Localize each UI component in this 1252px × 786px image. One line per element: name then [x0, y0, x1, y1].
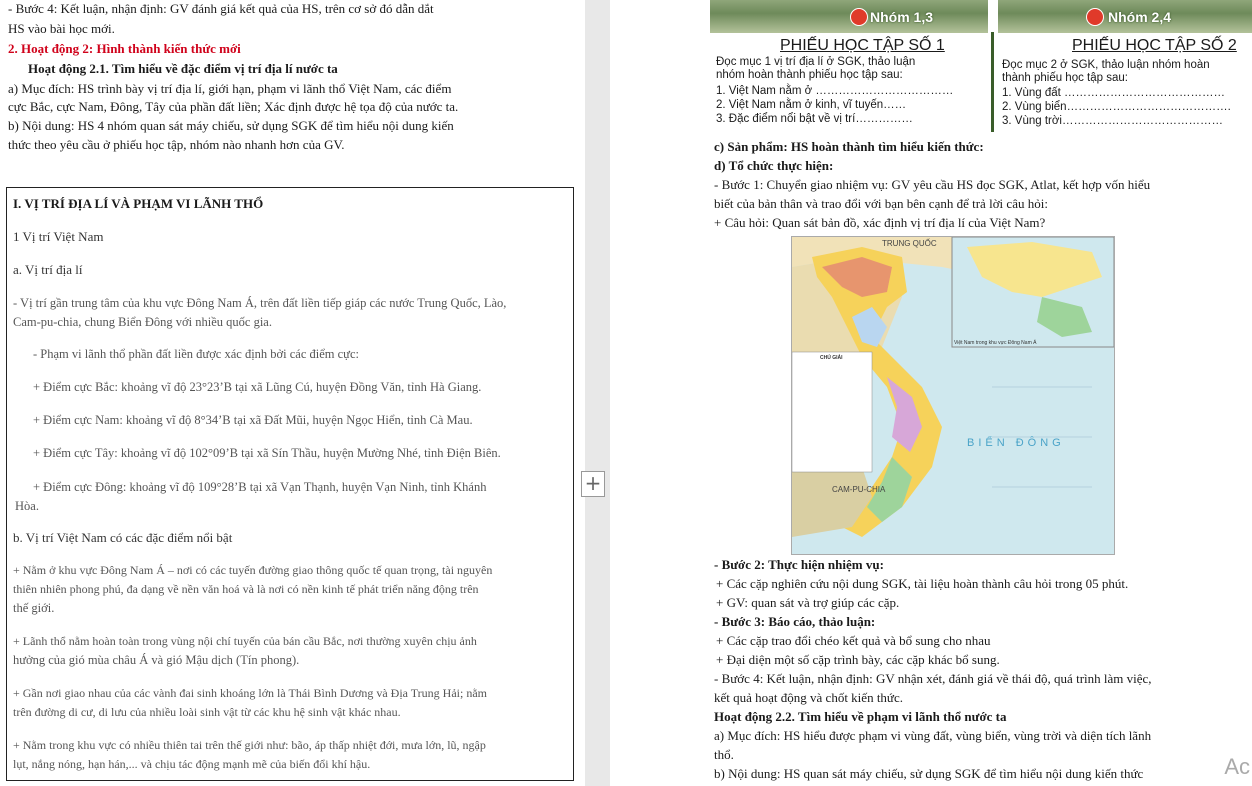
box-text: - Phạm vi lãnh thổ phần đất liền được xác định bởi các điểm cực: — [33, 347, 359, 361]
text-line: a) Mục đích: HS trình bày vị trí địa lí, giới hạn, phạm vi lãnh thổ Việt Nam, các điểm — [8, 81, 452, 96]
text-line: - Bước 3: Báo cáo, thảo luận: — [714, 614, 876, 629]
box-text: + Điểm cực Tây: khoảng vĩ độ 102°09’B tại xã Sín Thầu, huyện Mường Nhé, tỉnh Điện Biên. — [33, 446, 501, 460]
left-page — [0, 0, 585, 786]
text-line: b) Nội dung: HS quan sát máy chiếu, sử dụng SGK để tìm hiểu nội dung kiến thức — [714, 766, 1144, 781]
box-subtitle: b. Vị trí Việt Nam có các đặc điểm nổi bật — [13, 530, 233, 545]
ball-icon — [1086, 8, 1104, 26]
map-graphic — [792, 237, 1114, 554]
sheet-line: Đọc mục 2 ở SGK, thảo luận nhóm hoàn — [1002, 59, 1210, 71]
box-text: + Nằm ở khu vực Đông Nam Á – nơi có các tuyến đường giao thông quốc tế quan trọng, tài nguyên — [13, 563, 493, 577]
text-line: + Đại diện một số cặp trình bày, các cặp khác bổ sung. — [716, 652, 1000, 667]
box-text: + Điểm cực Đông: khoảng vĩ độ 109°28’B tại xã Vạn Thạnh, huyện Vạn Ninh, tỉnh Khánh — [33, 480, 487, 494]
box-text: hưởng của gió mùa châu Á và gió Mậu dịch (Tín phong). — [13, 653, 300, 667]
activity-heading: Hoạt động 2.2. Tìm hiểu về phạm vi lãnh thổ nước ta — [714, 709, 1007, 724]
text-line: a) Mục đích: HS hiểu được phạm vi vùng đất, vùng biển, vùng trời và diện tích lãnh — [714, 728, 1152, 743]
sheet-line: 2. Vùng biển……………………………………. — [1002, 101, 1231, 113]
box-text: Hòa. — [15, 499, 39, 513]
sheet-line: 2. Việt Nam nằm ở kinh, vĩ tuyến…… — [716, 99, 907, 111]
box-text: + Lãnh thổ nằm hoàn toàn trong vùng nội chí tuyến của bán cầu Bắc, nơi thường xuyên chịu ảnh — [13, 634, 477, 648]
text-line: HS vào bài học mới. — [8, 21, 115, 36]
box-text: Cam-pu-chia, chung Biển Đông với nhiều quốc gia. — [13, 315, 272, 329]
content-box — [6, 187, 574, 781]
group-label: Nhóm 2,4 — [1108, 9, 1172, 25]
text-line: + GV: quan sát và trợ giúp các cặp. — [716, 595, 900, 610]
map-label: TRUNG QUỐC — [882, 239, 937, 248]
box-text: lụt, nắng nóng, hạn hán,... và chịu tác động mạnh mẽ của biến đổi khí hậu. — [13, 757, 371, 771]
text-line: - Bước 4: Kết luận, nhận định: GV đánh giá kết quả của HS, trên cơ sở đó dẫn dắt — [8, 1, 434, 16]
text-line: biết của bản thân và trao đổi với bạn bên cạnh để trả lời câu hỏi: — [714, 196, 1048, 211]
text-line: + Các cặp nghiên cứu nội dung SGK, tài liệu hoàn thành câu hỏi trong 05 phút. — [716, 576, 1129, 591]
box-subtitle: 1 Vị trí Việt Nam — [13, 229, 104, 244]
text-line: thổ. — [714, 747, 734, 762]
sheet-title: PHIẾU HỌC TẬP SỐ 1 — [780, 37, 945, 54]
sheet-title: PHIẾU HỌC TẬP SỐ 2 — [1072, 37, 1237, 54]
box-text: + Điểm cực Nam: khoảng vĩ độ 8°34’B tại xã Đất Mũi, huyện Ngọc Hiển, tỉnh Cà Mau. — [33, 413, 473, 427]
box-text: thiên nhiên phong phú, đa dạng về nền văn hoá và là nơi có nền kinh tế phát triển năng động trên — [13, 582, 479, 596]
text-line: thức theo yêu cầu ở phiếu học tập, nhóm nào nhanh hơn của GV. — [8, 137, 345, 152]
text-line: + Các cặp trao đổi chéo kết quả và bổ sung cho nhau — [716, 633, 991, 648]
worksheet-2 — [998, 0, 1252, 132]
map-label: CAM-PU-CHIA — [832, 485, 886, 494]
sheet-line: 3. Đặc điểm nổi bật về vị trí…………… — [716, 113, 913, 125]
box-text: + Gần nơi giao nhau của các vành đai sinh khoáng lớn là Thái Bình Dương và Địa Trung Hải; nằm — [13, 686, 487, 700]
text-line: b) Nội dung: HS 4 nhóm quan sát máy chiếu, sử dụng SGK để tìm hiểu nội dung kiến — [8, 118, 454, 133]
group-label: Nhóm 1,3 — [870, 9, 934, 25]
sheet-line: thành phiếu học tập sau: — [1002, 72, 1128, 84]
box-text: + Nằm trong khu vực có nhiều thiên tai trên thế giới như: bão, áp thấp nhiệt đới, mưa lớn, lũ, ngập — [13, 738, 486, 752]
sheet-line: 3. Vùng trời…………………………………… — [1002, 115, 1223, 127]
watermark: Ac — [1224, 754, 1250, 779]
text-line: - Bước 4: Kết luận, nhận định: GV nhận xét, đánh giá về thái độ, quá trình làm việc, — [714, 671, 1152, 686]
box-subtitle: a. Vị trí địa lí — [13, 262, 83, 277]
divider — [991, 32, 994, 132]
sheet-banner — [710, 0, 988, 33]
sheet-line: Đọc mục 1 vị trí địa lí ở SGK, thảo luận — [716, 56, 916, 68]
box-text: trên đường di cư, di lưu của nhiều loài sinh vật từ các khu hệ sinh vật khác nhau. — [13, 705, 401, 719]
sheet-line: nhóm hoàn thành phiếu học tập sau: — [716, 69, 903, 81]
text-line: - Bước 1: Chuyển giao nhiệm vụ: GV yêu cầu HS đọc SGK, Atlat, kết hợp vốn hiểu — [714, 177, 1151, 192]
right-page — [610, 0, 1252, 786]
activity-heading: Hoạt động 2.1. Tìm hiểu về đặc điểm vị trí địa lí nước ta — [28, 61, 338, 76]
vietnam-map — [791, 236, 1115, 555]
section-heading: 2. Hoạt động 2: Hình thành kiến thức mới — [8, 41, 241, 56]
box-text: + Điểm cực Bắc: khoảng vĩ độ 23°23’B tại xã Lũng Cú, huyện Đồng Văn, tỉnh Hà Giang. — [33, 380, 482, 394]
map-inset-label: Việt Nam trong khu vực Đông Nam Á — [954, 340, 1037, 346]
worksheet-1 — [710, 0, 988, 132]
box-text: thế giới. — [13, 601, 55, 615]
text-line: c) Sản phẩm: HS hoàn thành tìm hiểu kiến thức: — [714, 139, 984, 154]
box-title: I. VỊ TRÍ ĐỊA LÍ VÀ PHẠM VI LÃNH THỔ — [13, 196, 264, 211]
sheet-line: 1. Việt Nam nằm ở ……………………………… — [716, 85, 954, 97]
text-line: + Câu hỏi: Quan sát bản đồ, xác định vị trí địa lí của Việt Nam? — [714, 215, 1046, 230]
text-line: kết quả hoạt động và chốt kiến thức. — [714, 690, 903, 705]
text-line: d) Tổ chức thực hiện: — [714, 158, 834, 173]
text-line: cực Bắc, cực Nam, Đông, Tây của phần đất liền; Xác định được hệ tọa độ của nước ta. — [8, 99, 459, 114]
ball-icon — [850, 8, 868, 26]
add-button[interactable]: + — [581, 471, 605, 497]
box-text: - Vị trí gần trung tâm của khu vực Đông Nam Á, trên đất liền tiếp giáp các nước Trung Quốc, Lào, — [13, 296, 507, 310]
sheet-line: 1. Vùng đất …………………………………… — [1002, 87, 1226, 99]
map-legend-title: CHÚ GIẢI — [820, 355, 843, 361]
map-label: BIỂN ĐÔNG — [967, 437, 1065, 449]
text-line: - Bước 2: Thực hiện nhiệm vụ: — [714, 557, 884, 572]
